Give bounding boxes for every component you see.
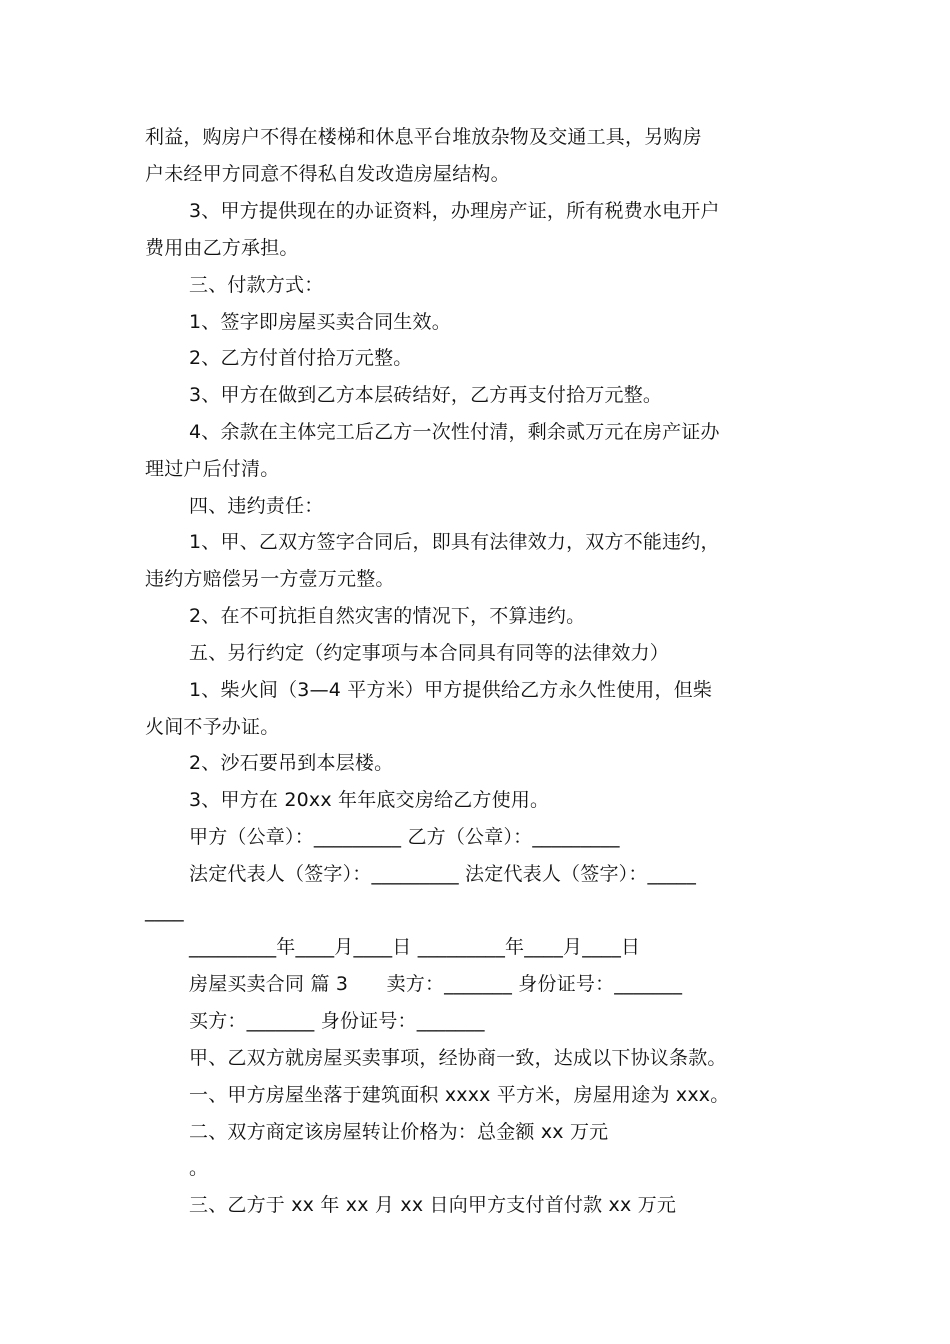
section-heading: 四、违约责任：	[189, 495, 324, 517]
text-line: 甲、乙双方就房屋买卖事项，经协商一致，达成以下协议条款。	[189, 1047, 727, 1069]
text-line: 一、甲方房屋坐落于建筑面积 xxxx 平方米，房屋用途为 xxx。	[189, 1084, 730, 1106]
contract-header-line: 房屋买卖合同 篇 3 卖方：_______ 身份证号：_______	[189, 973, 683, 995]
text-line: 火间不予办证。	[145, 716, 280, 738]
signature-line: ____	[145, 900, 184, 922]
buyer-line: 买方：_______ 身份证号：_______	[189, 1010, 485, 1032]
signature-line: 甲方（公章）：_________ 乙方（公章）：_________	[189, 826, 620, 848]
text-line: 户未经甲方同意不得私自发改造房屋结构。	[145, 163, 510, 185]
section-heading: 五、另行约定（约定事项与本合同具有同等的法律效力）	[189, 642, 670, 664]
text-line: 1、柴火间（3—4 平方米）甲方提供给乙方永久性使用，但柴	[189, 679, 713, 701]
text-line: 2、在不可抗拒自然灾害的情况下，不算违约。	[189, 605, 586, 627]
text-line: 2、乙方付首付拾万元整。	[189, 347, 413, 369]
text-line: 。	[189, 1157, 209, 1179]
text-line: 1、甲、乙双方签字合同后，即具有法律效力，双方不能违约，	[189, 531, 720, 553]
text-line: 违约方赔偿另一方壹万元整。	[145, 568, 395, 590]
text-line: 3、甲方提供现在的办证资料，办理房产证，所有税费水电开户	[189, 200, 720, 222]
text-line: 三、乙方于 xx 年 xx 月 xx 日向甲方支付首付款 xx 万元	[189, 1194, 677, 1216]
text-line: 4、余款在主体完工后乙方一次性付清，剩余贰万元在房产证办	[189, 421, 720, 443]
text-line: 费用由乙方承担。	[145, 237, 299, 259]
signature-line: 法定代表人（签字）：_________ 法定代表人（签字）：_____	[189, 863, 697, 885]
date-line: _________年____月____日 _________年____月____日	[189, 936, 641, 958]
text-line: 3、甲方在 20xx 年年底交房给乙方使用。	[189, 789, 550, 811]
section-heading: 三、付款方式：	[189, 274, 324, 296]
text-line: 3、甲方在做到乙方本层砖结好，乙方再支付拾万元整。	[189, 384, 663, 406]
text-line: 理过户后付清。	[145, 458, 280, 480]
text-line: 二、双方商定该房屋转让价格为：总金额 xx 万元	[189, 1121, 609, 1143]
text-line: 利益，购房户不得在楼梯和休息平台堆放杂物及交通工具，另购房	[145, 126, 702, 148]
text-line: 1、签字即房屋买卖合同生效。	[189, 311, 451, 333]
text-line: 2、沙石要吊到本层楼。	[189, 752, 394, 774]
